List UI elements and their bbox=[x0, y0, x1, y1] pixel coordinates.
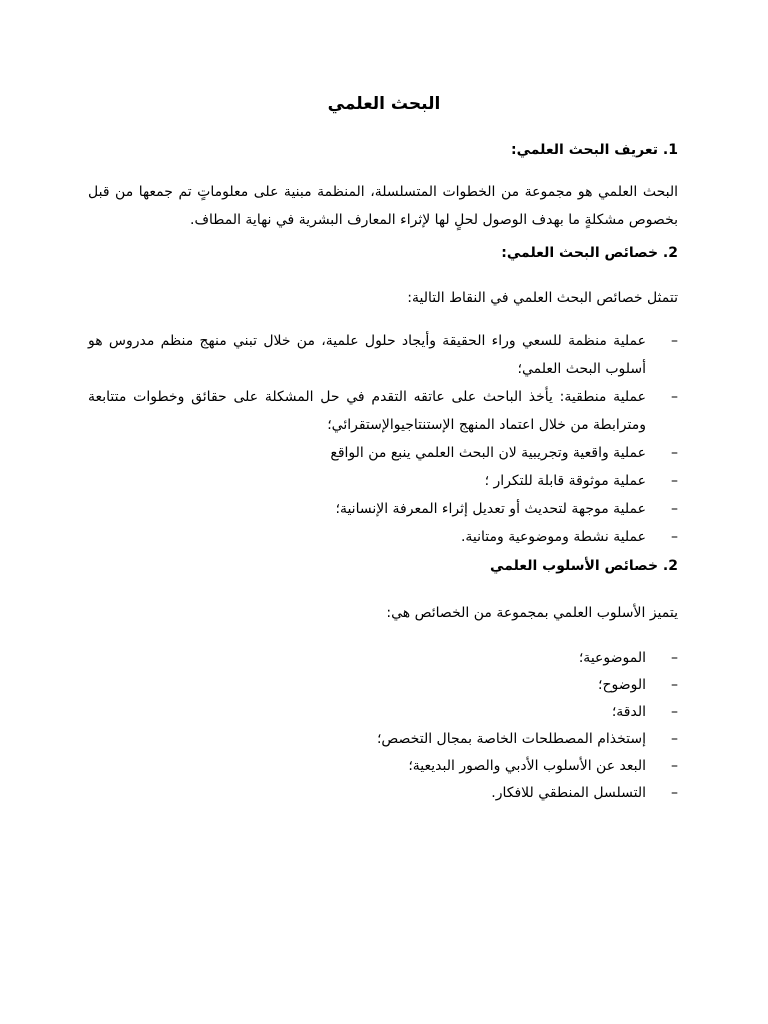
list-item: – عملية منطقية: يأخذ الباحث على عاتقه التقدم في حل المشكلة على حقائق وخطوات متتابعة ومترابطة من خلال اعتماد المنهج الإستنتاجيوالإستقرائي؛ bbox=[88, 383, 678, 439]
list-item: – عملية واقعية وتجريبية لان البحث العلمي ينبع من الواقع bbox=[88, 439, 678, 467]
list-item: – البعد عن الأسلوب الأدبي والصور البديعية؛ bbox=[88, 753, 678, 780]
list-item: – إستخذام المصطلحات الخاصة بمجال التخصص؛ bbox=[88, 726, 678, 753]
dash-bullet-icon: – bbox=[671, 758, 678, 774]
list-item: – عملية موجهة لتحديث أو تعديل إثراء المعرفة الإنسانية؛ bbox=[88, 495, 678, 523]
list-item: – الموضوعية؛ bbox=[88, 645, 678, 672]
dash-bullet-icon: – bbox=[671, 731, 678, 747]
list-item: – عملية نشطة وموضوعية ومتانية. bbox=[88, 523, 678, 551]
method-characteristics-list bbox=[88, 645, 678, 807]
dash-bullet-icon: – bbox=[671, 785, 678, 801]
dash-bullet-icon: – bbox=[671, 333, 678, 349]
dash-bullet-icon: – bbox=[671, 677, 678, 693]
dash-bullet-icon: – bbox=[671, 501, 678, 517]
dash-bullet-icon: – bbox=[671, 389, 678, 405]
dash-bullet-icon: – bbox=[671, 529, 678, 545]
list-item: – عملية منظمة للسعي وراء الحقيقة وأيجاد حلول علمية، من خلال تبني منهج منظم مدروس هو أسلوب البحث العلمي؛ bbox=[88, 327, 678, 383]
list-item: – الوضوح؛ bbox=[88, 672, 678, 699]
section-heading-method-characteristics: 2. خصائص الأسلوب العلمي bbox=[490, 558, 678, 574]
dash-bullet-icon: – bbox=[671, 704, 678, 720]
section-heading-research-characteristics: 2. خصائص البحث العلمي: bbox=[501, 245, 678, 261]
dash-bullet-icon: – bbox=[671, 650, 678, 666]
definition-paragraph: البحث العلمي هو مجموعة من الخطوات المتسلسلة، المنظمة مبنية على معلوماتٍ تم جمعها من قبل بخصوص مشكلةٍ ما بهدف الوصول لحلٍ لها لإثراء المعارف البشرية في نهاية المطاف. bbox=[88, 184, 678, 228]
dash-bullet-icon: – bbox=[671, 473, 678, 489]
dash-bullet-icon: – bbox=[671, 445, 678, 461]
research-characteristics-list bbox=[88, 327, 678, 551]
list-item: – التسلسل المنطقي للافكار. bbox=[88, 780, 678, 807]
list-item: – الدقة؛ bbox=[88, 699, 678, 726]
research-characteristics-intro: تتمثل خصائص البحث العلمي في النقاط التالية: bbox=[407, 290, 678, 306]
document-title: البحث العلمي bbox=[327, 94, 441, 114]
list-item: – عملية موثوقة قابلة للتكرار ؛ bbox=[88, 467, 678, 495]
section-heading-definition: 1. تعريف البحث العلمي: bbox=[511, 142, 678, 158]
method-characteristics-intro: يتميز الأسلوب العلمي بمجموعة من الخصائص هي: bbox=[386, 605, 678, 621]
